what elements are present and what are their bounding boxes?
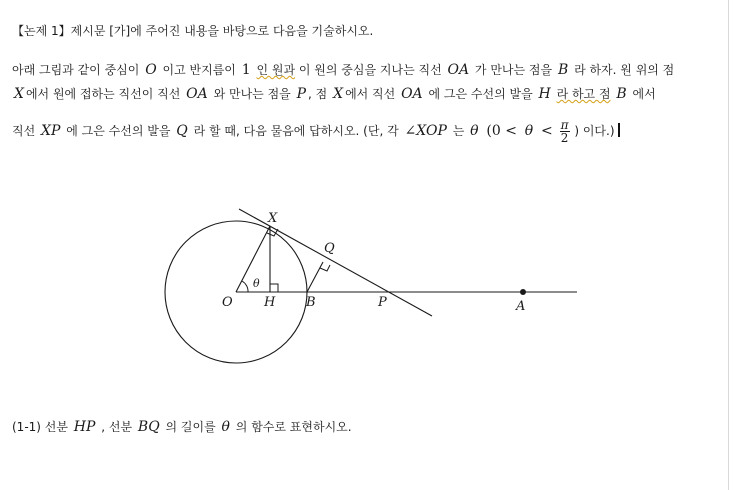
label-Q: Q <box>324 241 335 256</box>
math-range-open: (0 < <box>486 123 517 139</box>
text: 라 하자. 원 위의 점 <box>574 63 675 77</box>
math-O: O <box>145 62 157 78</box>
text: 에서 직선 <box>345 87 396 101</box>
text: ) 이다.) <box>574 124 615 138</box>
label-X: X <box>268 211 278 226</box>
angle-arc-theta <box>242 281 248 292</box>
segment-BQ <box>307 262 323 292</box>
text: 에서 원에 접하는 직선이 직선 <box>25 87 181 101</box>
math-OA: OA <box>447 62 470 78</box>
math-angle-XOP: ∠XOP <box>404 123 447 139</box>
text-spellcheck: 라 하고 점 <box>556 87 611 101</box>
text-spellcheck: 인 원과 <box>256 63 296 77</box>
title-bracket: 【 <box>12 24 25 38</box>
label-theta: θ <box>253 277 260 290</box>
math-one: 1 <box>241 62 251 78</box>
math-X: X <box>14 86 24 102</box>
math-theta: θ <box>470 123 479 139</box>
math-Q: Q <box>176 123 188 139</box>
point-A-dot <box>520 289 526 295</box>
text: 가 만나는 점을 <box>474 63 553 77</box>
text: , 선분 <box>101 420 133 434</box>
text: 에 그은 수선의 발을 <box>66 124 171 138</box>
math-OA: OA <box>186 86 208 102</box>
text: 에 그은 수선의 발을 <box>428 87 533 101</box>
text: 에서 <box>632 87 656 101</box>
math-XP: XP <box>41 123 61 139</box>
text: , 점 <box>308 87 328 101</box>
label-A: A <box>516 299 526 314</box>
math-B: B <box>616 86 627 102</box>
fraction-numerator: π <box>560 118 569 132</box>
math-less-than: < <box>541 123 553 139</box>
fraction-denominator: 2 <box>560 131 569 145</box>
right-angle-mark-H <box>270 284 278 292</box>
text: 아래 그림과 같이 중심이 <box>12 63 140 77</box>
text: 이 원의 중심을 지나는 직선 <box>298 63 442 77</box>
title-text: 논제 1】제시문 [가]에 주어진 내용을 바탕으로 다음을 기술하시오. <box>24 24 374 38</box>
math-theta: θ <box>524 123 534 139</box>
math-theta: θ <box>221 419 230 435</box>
text: 이고 반지름이 <box>162 63 236 77</box>
text: 의 함수로 표현하시오. <box>235 420 352 434</box>
label-H: H <box>264 295 276 310</box>
label-O: O <box>222 295 233 310</box>
text: 의 길이를 <box>165 420 216 434</box>
text: 직선 <box>12 124 36 138</box>
text: (1-1) 선분 <box>12 420 68 434</box>
label-B: B <box>306 295 316 310</box>
text: 와 만나는 점을 <box>213 87 291 101</box>
math-HP: HP <box>73 419 96 435</box>
text: 는 <box>452 124 465 138</box>
math-B: B <box>557 62 569 78</box>
math-OA: OA <box>401 86 423 102</box>
text: 라 할 때, 다음 물음에 답하시오. (단, 각 <box>193 124 399 138</box>
math-P: P <box>296 86 307 102</box>
question-1-1 <box>12 418 352 436</box>
math-BQ: BQ <box>137 419 160 435</box>
math-H: H <box>538 86 551 102</box>
math-X: X <box>333 86 344 102</box>
label-P: P <box>378 295 387 310</box>
